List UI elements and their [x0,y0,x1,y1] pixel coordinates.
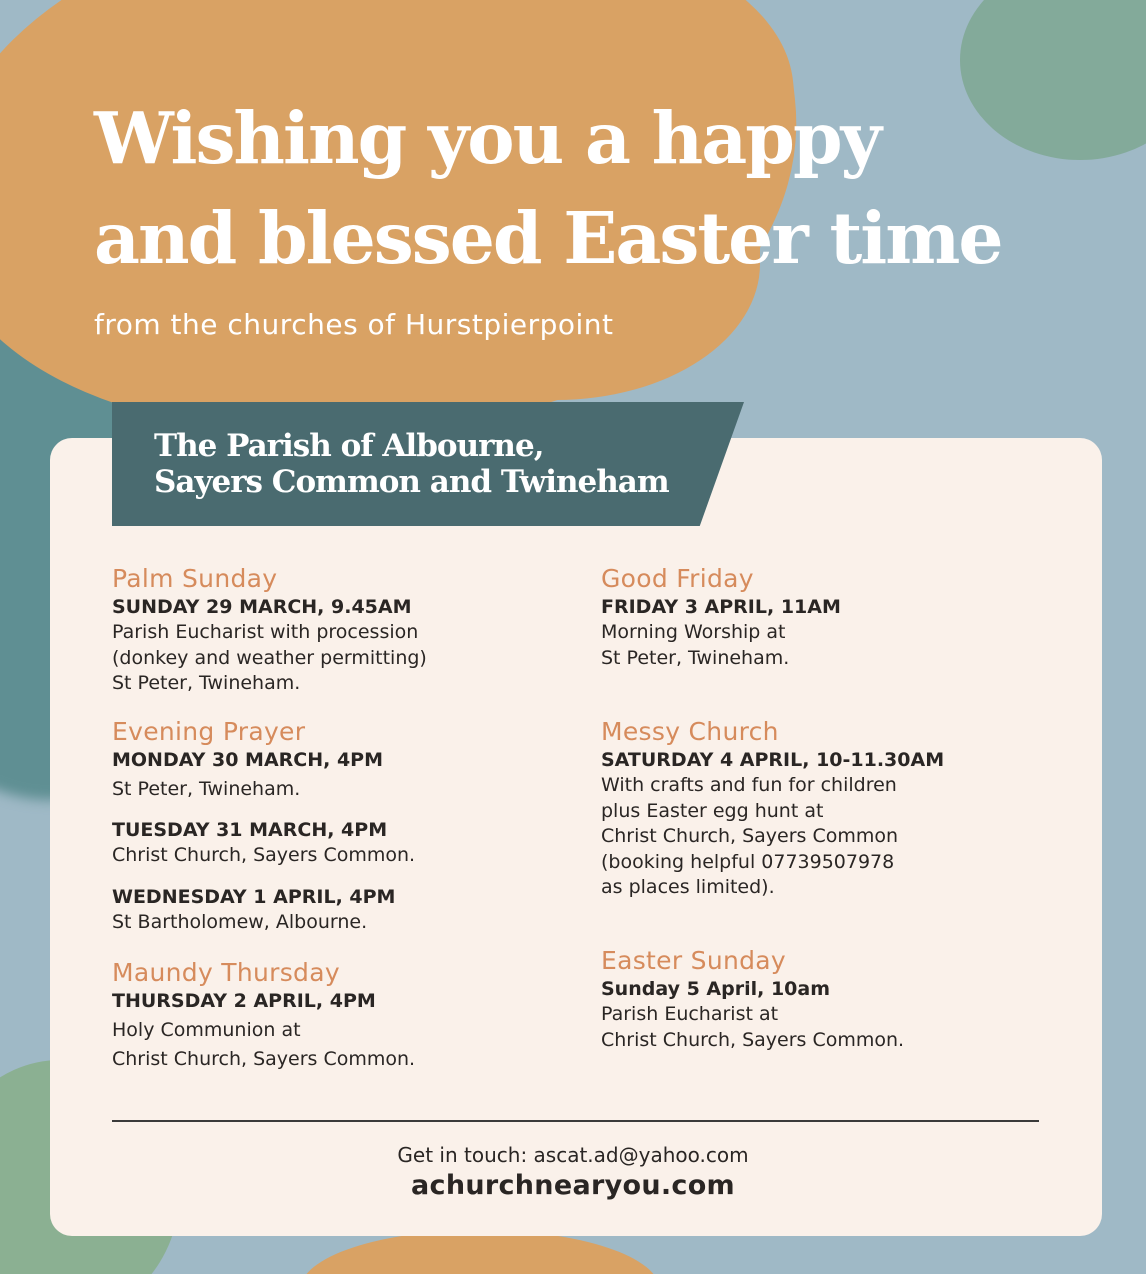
parish-name-line-2: Sayers Common and Twineham [154,464,669,500]
description-line: Christ Church, Sayers Common. [112,843,416,866]
event-description [601,620,841,671]
event-description [601,773,944,901]
event-description [112,910,415,936]
description-line: St Peter, Twineham. [112,778,301,800]
parish-name [154,428,669,500]
event-time: MONDAY 30 MARCH, 4PM [112,749,384,771]
footer-divider [112,1120,1039,1122]
event-time: Sunday 5 April, 10am [601,978,831,1000]
event-time: SATURDAY 4 APRIL, 10-11.30AM [601,749,945,771]
headline-line-1: Wishing you a happy [94,96,880,180]
event-evening-prayer [112,717,415,936]
description-line: (donkey and weather permitting) [112,646,427,669]
event-time: THURSDAY 2 APRIL, 4PM [112,990,376,1012]
event-good-friday [601,564,841,671]
website-url: achurchnearyou.com [411,1170,735,1201]
event-time: TUESDAY 31 MARCH, 4PM [112,818,388,841]
parish-name-line-1: The Parish of Albourne, [154,428,544,464]
orange-shape-bottom [300,1230,660,1274]
description-line: Morning Worship at [601,621,786,643]
event-description [112,620,427,697]
description-line: (booking helpful 07739507978 [601,850,895,873]
event-title: Easter Sunday [601,946,786,975]
event-time: SUNDAY 29 MARCH, 9.45AM [112,596,412,618]
headline-line-2: and blessed Easter time [94,196,1002,280]
event-time: WEDNESDAY 1 APRIL, 4PM [112,886,396,908]
event-description [112,1016,415,1074]
event-title: Maundy Thursday [112,958,340,987]
headline [94,88,1002,288]
description-line: Parish Eucharist at [601,1003,779,1025]
description-line: Christ Church, Sayers Common. [112,1048,416,1070]
event-maundy-thursday [112,958,415,1074]
description-line: St Bartholomew, Albourne. [112,911,368,933]
description-line: as places limited). [601,876,775,898]
event-title: Messy Church [601,717,779,746]
event-title: Evening Prayer [112,717,306,746]
event-time: FRIDAY 3 APRIL, 11AM [601,596,841,618]
description-line: Christ Church, Sayers Common. [601,1028,905,1051]
event-messy-church [601,717,944,901]
event-palm-sunday [112,564,427,697]
description-line: Christ Church, Sayers Common [601,825,899,847]
description-line: plus Easter egg hunt at [601,799,824,822]
event-description [112,777,415,803]
event-title: Good Friday [601,564,754,593]
description-line: St Peter, Twineham. [601,646,790,669]
event-title: Palm Sunday [112,564,278,593]
contact-email: Get in touch: ascat.ad@yahoo.com [397,1143,749,1167]
description-line: Parish Eucharist with procession [112,621,419,643]
event-easter-sunday [601,946,904,1053]
description-line: With crafts and fun for children [601,774,897,796]
event-description [112,843,415,869]
description-line: St Peter, Twineham. [112,672,301,694]
event-description [601,1002,904,1053]
subheading: from the churches of Hurstpierpoint [94,308,614,341]
description-line: Holy Communion at [112,1019,301,1041]
